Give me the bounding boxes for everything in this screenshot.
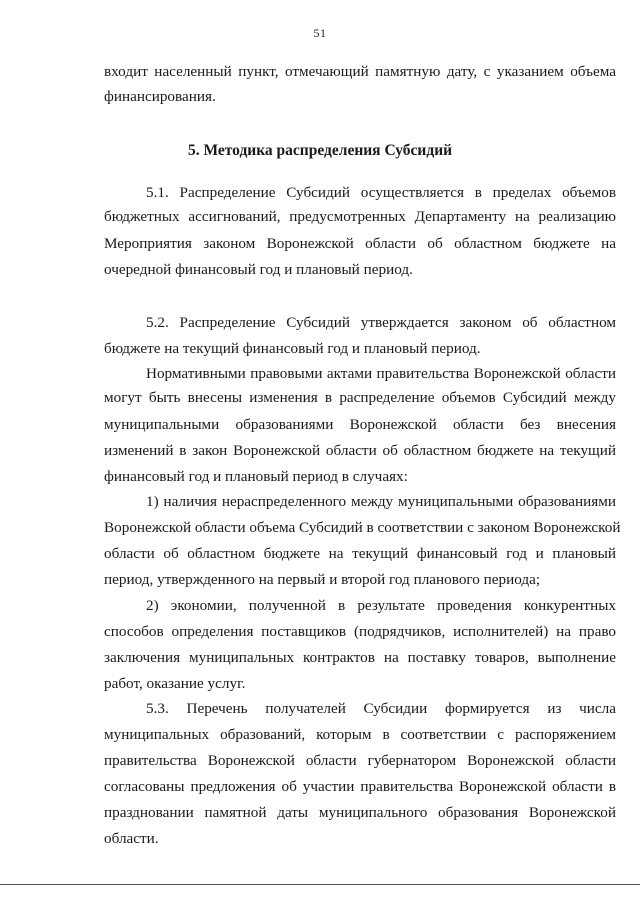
text-line: работ, оказание услуг. (104, 675, 246, 692)
text-line: правительства Воронежской области губернатором Воронежской области (104, 752, 616, 769)
text-line: финансовый год и плановый период в случаях: (104, 468, 408, 485)
text-line: способов определения поставщиков (подрядчиков, исполнителей) на право (104, 623, 616, 640)
text-line: могут быть внесены изменения в распределение объемов Субсидий между (104, 389, 616, 406)
text-line: заключения муниципальных контрактов на поставку товаров, выполнение (104, 649, 616, 666)
text-line: очередной финансовый год и плановый период. (104, 261, 413, 278)
text-line: области об областном бюджете на текущий финансовый год и плановый (104, 545, 616, 562)
text-line: 5.1. Распределение Субсидий осуществляется в пределах объемов (146, 184, 616, 201)
text-line: бюджете на текущий финансовый год и плановый период. (104, 340, 481, 357)
text-line: финансирования. (104, 88, 216, 105)
section-heading: 5. Методика распределения Субсидий (187, 142, 453, 159)
text-line: входит населенный пункт, отмечающий памятную дату, с указанием объема (104, 63, 616, 80)
text-line: Воронежской области объема Субсидий в соответствии с законом Воронежской (104, 519, 621, 536)
text-line: согласованы предложения об участии правительства Воронежской области в (104, 778, 616, 795)
text-line: Мероприятия законом Воронежской области об областном бюджете на (104, 235, 616, 252)
text-line: 5.3. Перечень получателей Субсидии формируется из числа (146, 700, 616, 717)
text-line: 5.2. Распределение Субсидий утверждается законом об областном (146, 314, 616, 331)
text-line: праздновании памятной даты муниципального образования Воронежской (104, 804, 616, 821)
text-line: муниципальными образованиями Воронежской области без внесения (104, 416, 616, 433)
text-line: 1) наличия нераспределенного между муниципальными образованиями (146, 493, 616, 510)
text-line: бюджетных ассигнований, предусмотренных Департаменту на реализацию (104, 208, 616, 225)
text-line: Нормативными правовыми актами правительства Воронежской области (146, 365, 616, 382)
text-line: 2) экономии, полученной в результате проведения конкурентных (146, 597, 616, 614)
text-line: муниципальных образований, которым в соответствии с распоряжением (104, 726, 616, 743)
page-number: 51 (313, 26, 327, 40)
text-line: области. (104, 830, 159, 847)
text-line: изменений в закон Воронежской области об областном бюджете на текущий (104, 442, 616, 459)
bottom-rule (0, 884, 640, 885)
text-line: период, утвержденного на первый и второй год планового периода; (104, 571, 541, 588)
